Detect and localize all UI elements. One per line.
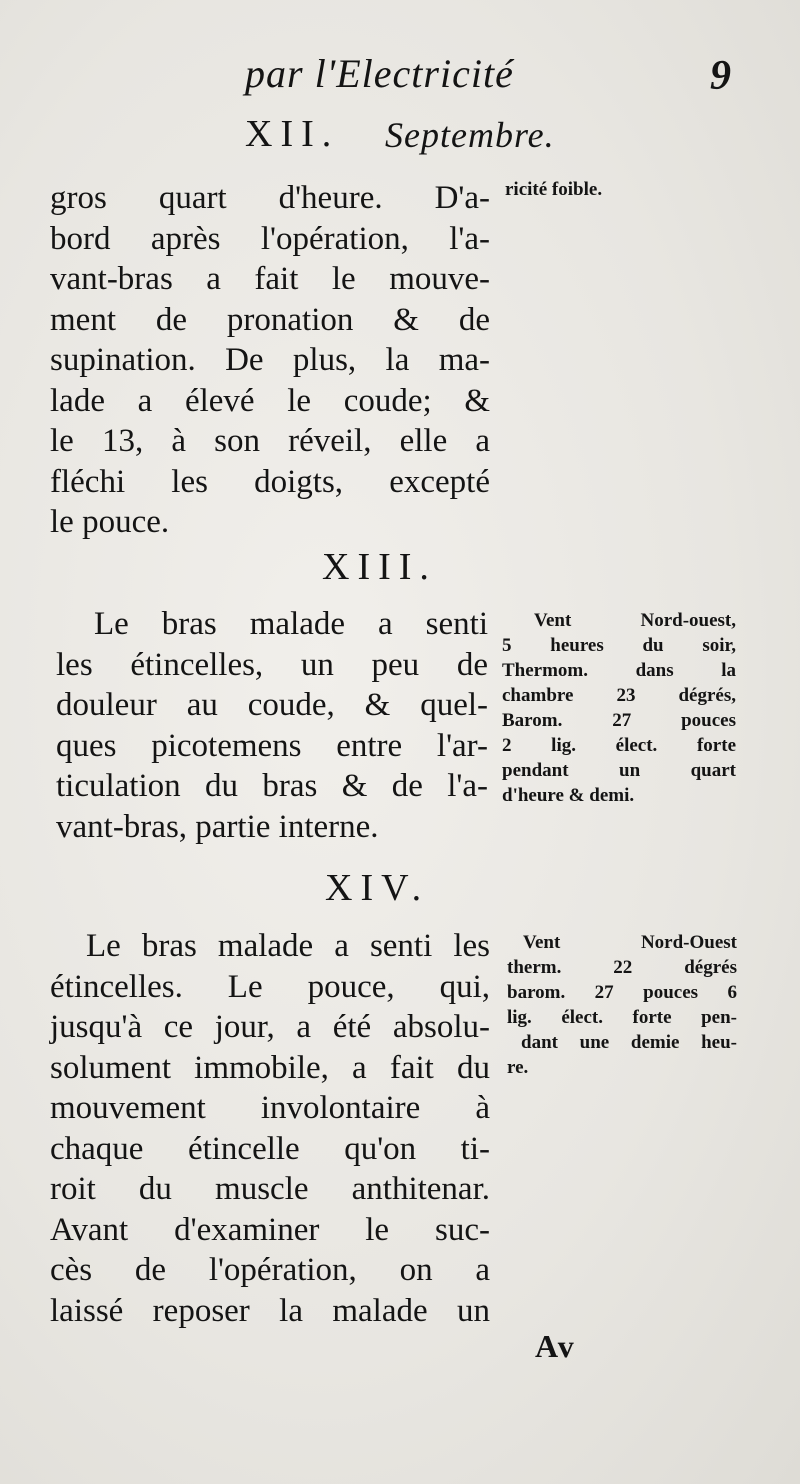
text-line: ment de pronation & de <box>50 301 490 338</box>
section-xiii-text <box>56 604 488 847</box>
text-line: le pouce. <box>50 504 170 540</box>
text-line: les étincelles, un peu de <box>56 646 488 683</box>
margin-note-line: pendant un quart <box>502 760 736 781</box>
margin-note-line: chambre 23 dégrés, <box>502 685 736 706</box>
text-line: Le bras malade a senti les <box>86 928 490 964</box>
text-line: chaque étincelle qu'on ti- <box>50 1130 490 1167</box>
text-line: douleur au coude, & quel- <box>56 687 488 723</box>
margin-note-line: 5 heures du soir, <box>502 635 736 656</box>
text-line: lade a élevé le coude; & <box>50 382 490 419</box>
text-line: bord après l'opération, l'a- <box>50 220 490 257</box>
text-line: fléchi les doigts, excepté <box>50 463 490 500</box>
margin-note-line: Barom. 27 pouces <box>502 710 736 731</box>
text-line: vant-bras a fait le mouve- <box>50 261 490 297</box>
margin-note-line: Vent Nord-Ouest <box>523 932 737 953</box>
text-line: solument immobile, a fait du <box>50 1049 490 1086</box>
text-line: cès de l'opération, on a <box>50 1252 490 1288</box>
margin-note-line: dant une demie heu- <box>521 1032 737 1053</box>
section-xii-margin-note <box>505 177 655 202</box>
text-line: étincelles. Le pouce, qui, <box>50 968 490 1005</box>
section-number-xiv: XIV. <box>325 867 430 909</box>
text-line: supination. De plus, la ma- <box>50 342 490 378</box>
section-month: Septembre. <box>385 115 555 155</box>
margin-note-line: Thermom. dans la <box>502 660 736 681</box>
text-line: mouvement involontaire à <box>50 1090 490 1126</box>
margin-note-line: barom. 27 pouces 6 <box>507 982 737 1003</box>
text-line: le 13, à son réveil, elle a <box>50 423 490 459</box>
text-line: ticulation du bras & de l'a- <box>56 768 488 804</box>
running-head: par l'Electricité <box>245 51 514 96</box>
margin-note-line: d'heure & demi. <box>502 785 635 806</box>
text-line: Avant d'examiner le suc- <box>50 1211 490 1248</box>
margin-note-line: lig. élect. forte pen- <box>507 1007 737 1028</box>
text-line: jusqu'à ce jour, a été absolu- <box>50 1009 490 1045</box>
margin-note-line: 2 lig. élect. forte <box>502 735 736 756</box>
text-line: laissé reposer la malade un <box>50 1292 490 1329</box>
text-line: roit du muscle anthitenar. <box>50 1171 490 1207</box>
text-line: vant-bras, partie interne. <box>56 808 379 845</box>
margin-note-line: ricité foible. <box>505 179 603 200</box>
section-xiv-text <box>50 926 490 1331</box>
text-line: gros quart d'heure. D'a- <box>50 180 490 216</box>
section-xii-text <box>50 178 490 543</box>
margin-note-line: re. <box>507 1057 529 1078</box>
section-number-xii: XII. <box>245 113 340 155</box>
text-line: Le bras malade a senti <box>94 606 488 642</box>
margin-note-line: Vent Nord-ouest, <box>534 610 736 631</box>
catchword: Av <box>535 1328 576 1364</box>
text-line: ques picotemens entre l'ar- <box>56 727 488 764</box>
section-xiv-margin-note <box>507 930 737 1080</box>
margin-note-line: therm. 22 dégrés <box>507 957 737 978</box>
page-number: 9 <box>710 53 731 99</box>
section-xiii-margin-note <box>502 608 736 808</box>
section-number-xiii: XIII. <box>322 546 437 588</box>
